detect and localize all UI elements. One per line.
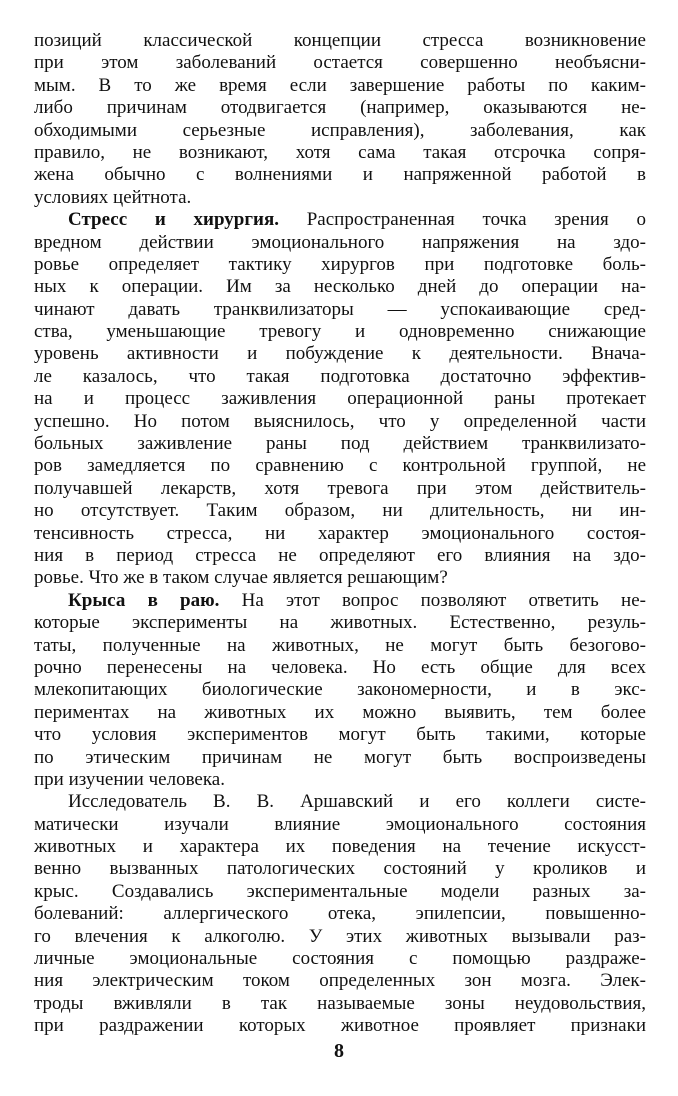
text-line: ров замедляется по сравнению с контрольной группой, не (34, 455, 646, 477)
text-line: больных заживление раны под действием транквилизато- (34, 433, 646, 455)
text-line: ровье. Что же в таком случае является решающим? (34, 567, 448, 589)
text-line: млекопитающих биологические закономерности, и в экс- (34, 679, 646, 701)
paragraph-arshavsky (34, 791, 646, 1037)
section-heading: Стресс и хирургия. (68, 209, 279, 231)
text-line: матически изучали влияние эмоционального состояния (34, 813, 646, 835)
text-run: На этот вопрос позволяют ответить не- (219, 589, 646, 611)
text-line: венно вызванных патологических состояний у кроликов и (34, 858, 646, 880)
paragraph-continuation (34, 30, 646, 209)
text-line (34, 209, 646, 231)
paragraph-rat-in-paradise (34, 590, 646, 792)
text-line: болеваний: аллергического отека, эпилепсии, повышенно- (34, 903, 646, 925)
text-line: на и процесс заживления операционной раны протекает (34, 388, 646, 410)
text-line: правило, не возникают, хотя сама такая отсрочка сопря- (34, 141, 646, 163)
text-line: вредном действии эмоционального напряжения на здо- (34, 231, 646, 253)
text-line: го влечения к алкоголю. У этих животных вызывали раз- (34, 925, 646, 947)
text-line: Исследователь В. В. Аршавский и его коллеги систе- (68, 791, 646, 813)
text-line: условиях цейтнота. (34, 186, 192, 208)
text-line: которые эксперименты на животных. Естественно, резуль- (34, 612, 646, 634)
text-line: крыс. Создавались экспериментальные модели разных за- (34, 880, 646, 902)
text-line: либо причинам отодвигается (например, оказываются не- (34, 97, 646, 119)
text-line: ле казалось, что такая подготовка достаточно эффектив- (34, 365, 646, 387)
text-line: мым. В то же время если завершение работы по каким- (34, 74, 646, 96)
text-line: обходимыми серьезные исправления), заболевания, как (34, 119, 646, 141)
page-number: 8 (334, 1040, 344, 1062)
text-line: рочно перенесены на человека. Но есть общие для всех (34, 656, 646, 678)
text-line: при этом заболеваний остается совершенно необъясни- (34, 52, 646, 74)
text-line: животных и характера их поведения на течение искусст- (34, 836, 646, 858)
text-line: жена обычно с волнениями и напряженной работой в (34, 164, 646, 186)
text-line: ства, уменьшающие тревогу и одновременно снижающие (34, 321, 646, 343)
book-page-text (34, 30, 646, 1038)
text-line: личные эмоциональные состояния с помощью раздраже- (34, 948, 646, 970)
text-line: успешно. Но потом выяснилось, что у определенной части (34, 410, 646, 432)
text-line: позиций классической концепции стресса возникновение (34, 30, 646, 51)
text-line: тенсивность стресса, ни характер эмоционального состоя- (34, 522, 646, 544)
text-line: по этическим причинам не могут быть воспроизведены (34, 746, 646, 768)
text-line: ния в период стресса не определяют его влияния на здо- (34, 544, 646, 566)
text-line: ных к операции. Им за несколько дней до операции на- (34, 276, 646, 298)
text-line: но отсутствует. Таким образом, ни длительность, ни ин- (34, 500, 646, 522)
text-line: ния электрическим током определенных зон мозга. Элек- (34, 970, 646, 992)
paragraph-stress-and-surgery (34, 209, 646, 590)
text-line: чинают давать транквилизаторы — успокаивающие сред- (34, 298, 646, 320)
text-line (34, 590, 646, 612)
text-line: троды вживляли в так называемые зоны неудовольствия, (34, 992, 646, 1014)
text-line: при изучении человека. (34, 768, 225, 790)
text-line: что условия экспериментов могут быть такими, которые (34, 724, 646, 746)
text-line: ровье определяет тактику хирургов при подготовке боль- (34, 253, 646, 275)
text-line: таты, полученные на животных, не могут быть безогово- (34, 634, 646, 656)
text-line: уровень активности и побуждение к деятельности. Внача- (34, 343, 646, 365)
section-heading: Крыса в раю. (68, 589, 220, 611)
text-line: получавшей лекарств, хотя тревога при этом действитель- (34, 477, 646, 499)
text-line: при раздражении которых животное проявляет признаки (34, 1015, 646, 1037)
text-run: Распространенная точка зрения о (278, 209, 646, 231)
text-line: периментах на животных их можно выявить, тем более (34, 701, 646, 723)
